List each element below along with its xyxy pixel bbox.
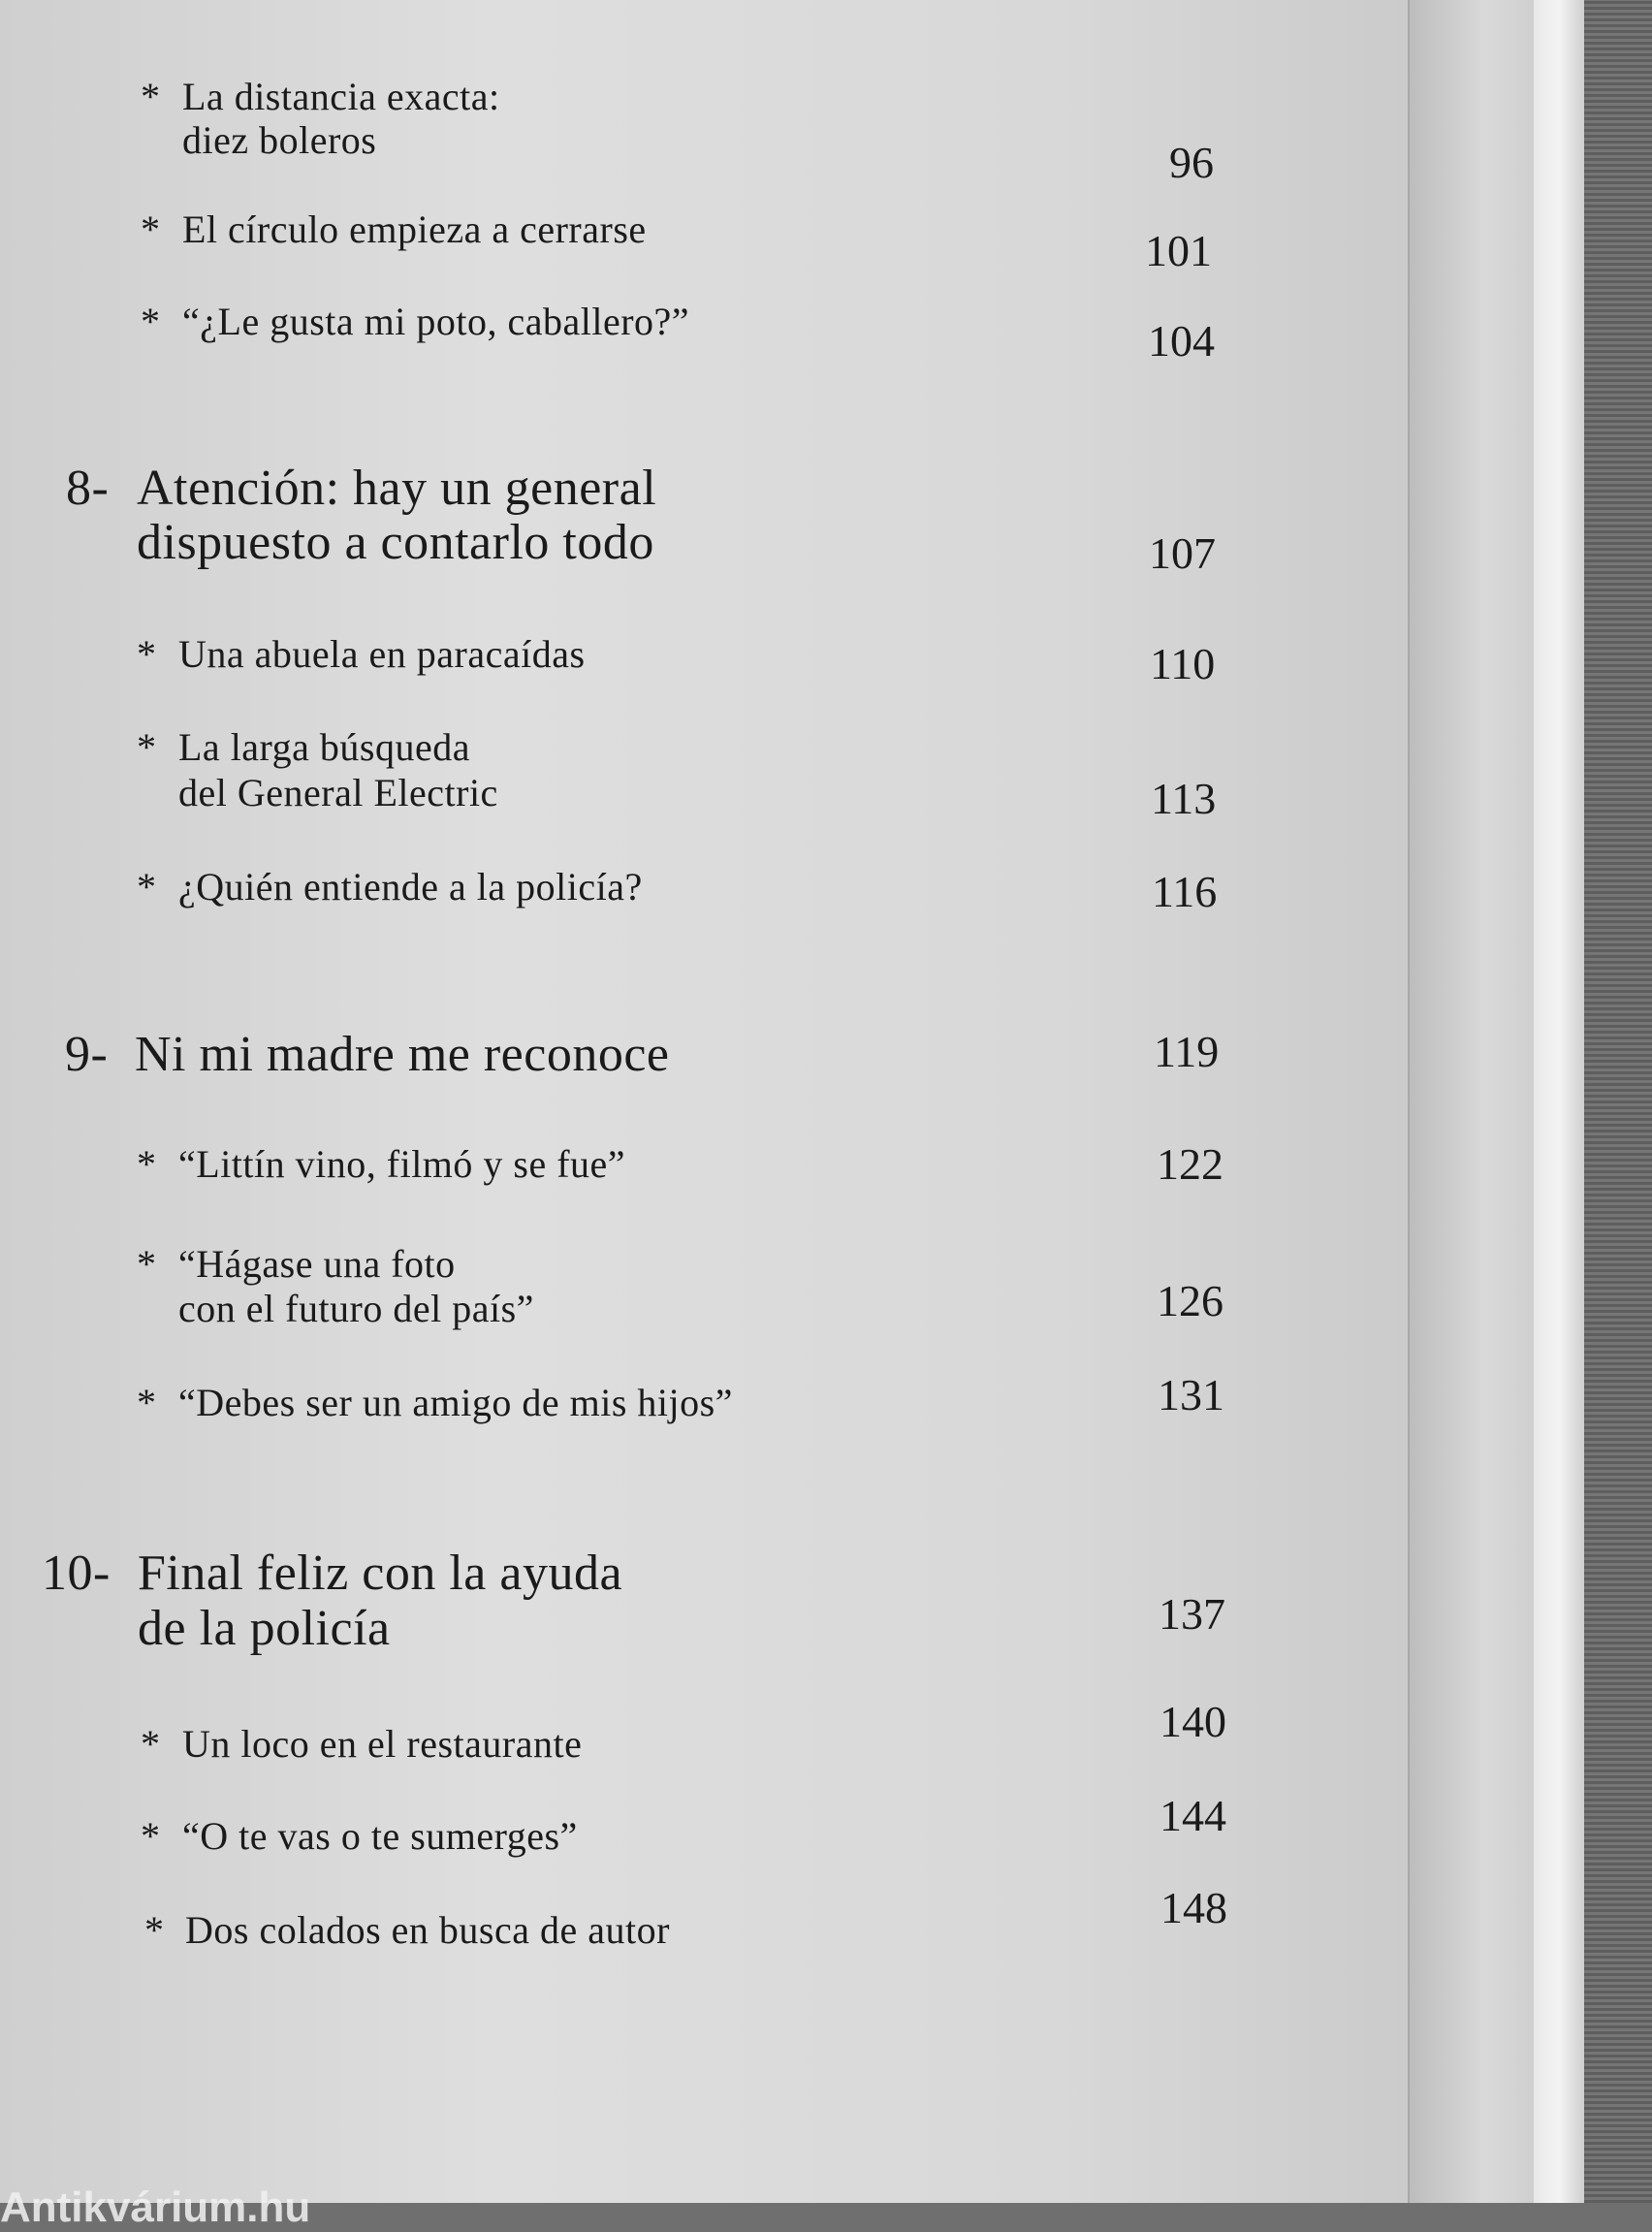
chapter-number: 9- [65, 1027, 109, 1082]
page-number: 107 [1149, 528, 1216, 578]
bullet: * [137, 1142, 156, 1186]
watermark: Antikvárium.hu [0, 2184, 311, 2231]
page-number: 113 [1151, 774, 1217, 823]
page-number: 137 [1159, 1589, 1225, 1639]
entry-title: Una abuela en paracaídas [178, 632, 586, 676]
bullet: * [137, 865, 156, 909]
entry-title-cont: del General Electric [178, 771, 498, 814]
chapter-title-cont: dispuesto a contarlo todo [137, 515, 654, 570]
entry-title: Dos colados en busca de autor [185, 1908, 670, 1952]
page-number: 144 [1160, 1791, 1226, 1840]
background-surface [1584, 0, 1652, 2203]
chapter-title: Ni mi madre me reconoce [135, 1027, 670, 1082]
chapter-number: 10- [42, 1546, 111, 1601]
entry-title: “Hágase una foto [178, 1242, 456, 1286]
entry-title-cont: diez boleros [182, 118, 377, 162]
entry-title: La larga búsqueda [178, 725, 470, 769]
bullet: * [141, 207, 160, 251]
chapter-number: 8- [66, 461, 110, 516]
page-number: 119 [1154, 1027, 1220, 1076]
page-number: 116 [1152, 867, 1218, 916]
entry-title: El círculo empieza a cerrarse [182, 207, 647, 251]
entry-title: “¿Le gusta mi poto, caballero?” [182, 300, 690, 343]
entry-title: Un loco en el restaurante [182, 1722, 583, 1766]
bullet: * [137, 632, 156, 676]
chapter-title-cont: de la policía [138, 1601, 391, 1656]
bullet: * [141, 1722, 160, 1766]
bullet: * [141, 75, 160, 118]
entry-title: ¿Quién entiende a la policía? [178, 865, 643, 909]
entry-title: “O te vas o te sumerges” [182, 1814, 578, 1858]
page-number: 110 [1150, 639, 1216, 688]
bullet: * [141, 1814, 160, 1858]
page-number: 101 [1145, 226, 1212, 275]
bullet: * [137, 1242, 156, 1286]
page-number: 126 [1157, 1276, 1223, 1325]
cover-flap [1408, 0, 1536, 2203]
bullet: * [144, 1908, 164, 1952]
entry-title: La distancia exacta: [182, 75, 500, 118]
entry-title-cont: con el futuro del país” [178, 1287, 534, 1330]
page-number: 122 [1157, 1139, 1223, 1189]
bullet: * [137, 725, 156, 769]
chapter-title: Atención: hay un general [137, 461, 657, 516]
page-number: 148 [1160, 1883, 1227, 1932]
bullet: * [137, 1381, 156, 1424]
page-number: 131 [1158, 1370, 1224, 1419]
chapter-title: Final feliz con la ayuda [138, 1546, 623, 1601]
page-number: 96 [1169, 138, 1214, 187]
page-number: 140 [1160, 1697, 1226, 1746]
bullet: * [141, 300, 160, 343]
cover-edge [1534, 0, 1584, 2203]
entry-title: “Debes ser un amigo de mis hijos” [178, 1381, 733, 1424]
page-number: 104 [1148, 316, 1215, 366]
entry-title: “Littín vino, filmó y se fue” [178, 1142, 626, 1186]
